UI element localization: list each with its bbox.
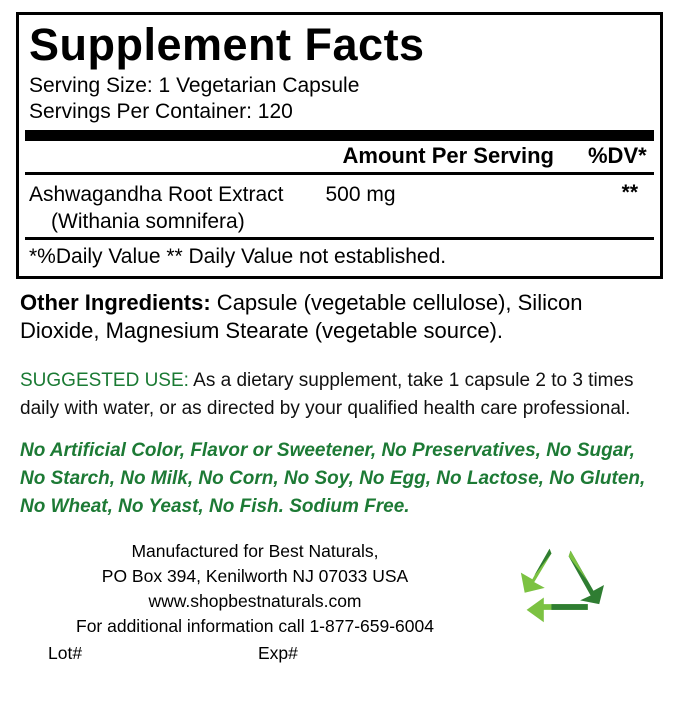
other-ingredients-heading: Other Ingredients: bbox=[20, 290, 211, 315]
serving-info bbox=[19, 71, 660, 125]
table-row bbox=[19, 175, 660, 237]
manufacturer-line: Manufactured for Best Naturals, bbox=[131, 541, 379, 561]
suggested-use-text: As a dietary supplement, take 1 capsule 2 to 3 times daily with water, or as directed by your qualified health care professional. bbox=[20, 370, 634, 419]
recycle-icon bbox=[513, 543, 609, 629]
address-line: PO Box 394, Kenilworth NJ 07033 USA bbox=[101, 566, 409, 586]
amount-per-serving-header: Amount Per Serving bbox=[342, 143, 554, 168]
nutrient-sub-name: (Withania somnifera) bbox=[51, 210, 245, 233]
free-from-claims: No Artificial Color, Flavor or Sweetener, No Preservatives, No Sugar, No Starch, No Milk, No Corn, No Soy, No Egg, No Lactose, No Gluten, No Wheat, No Yeast, No Fish. Sodium Free. bbox=[20, 440, 646, 517]
serving-size: Serving Size: 1 Vegetarian Capsule bbox=[29, 74, 360, 97]
phone-line: For additional information call 1-877-659-6004 bbox=[76, 616, 434, 636]
other-ingredients-text: Capsule (vegetable cellulose), Silicon Dioxide, Magnesium Stearate (vegetable source). bbox=[20, 290, 583, 343]
daily-value-footnote: *%Daily Value ** Daily Value not established. bbox=[29, 245, 447, 268]
divider-thick bbox=[25, 130, 654, 141]
nutrient-amount: 500 mg bbox=[325, 183, 396, 206]
nutrient-dv-value: ** bbox=[621, 181, 638, 204]
lot-exp-row bbox=[20, 641, 490, 666]
servings-per-container: Servings Per Container: 120 bbox=[29, 100, 293, 123]
page-title: Supplement Facts bbox=[29, 19, 425, 70]
nutrient-name: Ashwagandha Root Extract bbox=[29, 183, 284, 206]
suggested-use-heading: SUGGESTED USE: bbox=[20, 370, 189, 391]
dv-header: %DV* bbox=[588, 143, 647, 168]
exp-label: Exp# bbox=[258, 643, 298, 663]
lot-label: Lot# bbox=[48, 643, 83, 663]
supplement-facts-panel bbox=[16, 12, 663, 279]
other-ingredients bbox=[12, 279, 667, 345]
website-line[interactable]: www.shopbestnaturals.com bbox=[148, 591, 362, 611]
manufacturer-info bbox=[20, 539, 490, 639]
suggested-use bbox=[12, 345, 667, 423]
footer bbox=[12, 521, 667, 666]
amount-header-row bbox=[19, 141, 660, 172]
